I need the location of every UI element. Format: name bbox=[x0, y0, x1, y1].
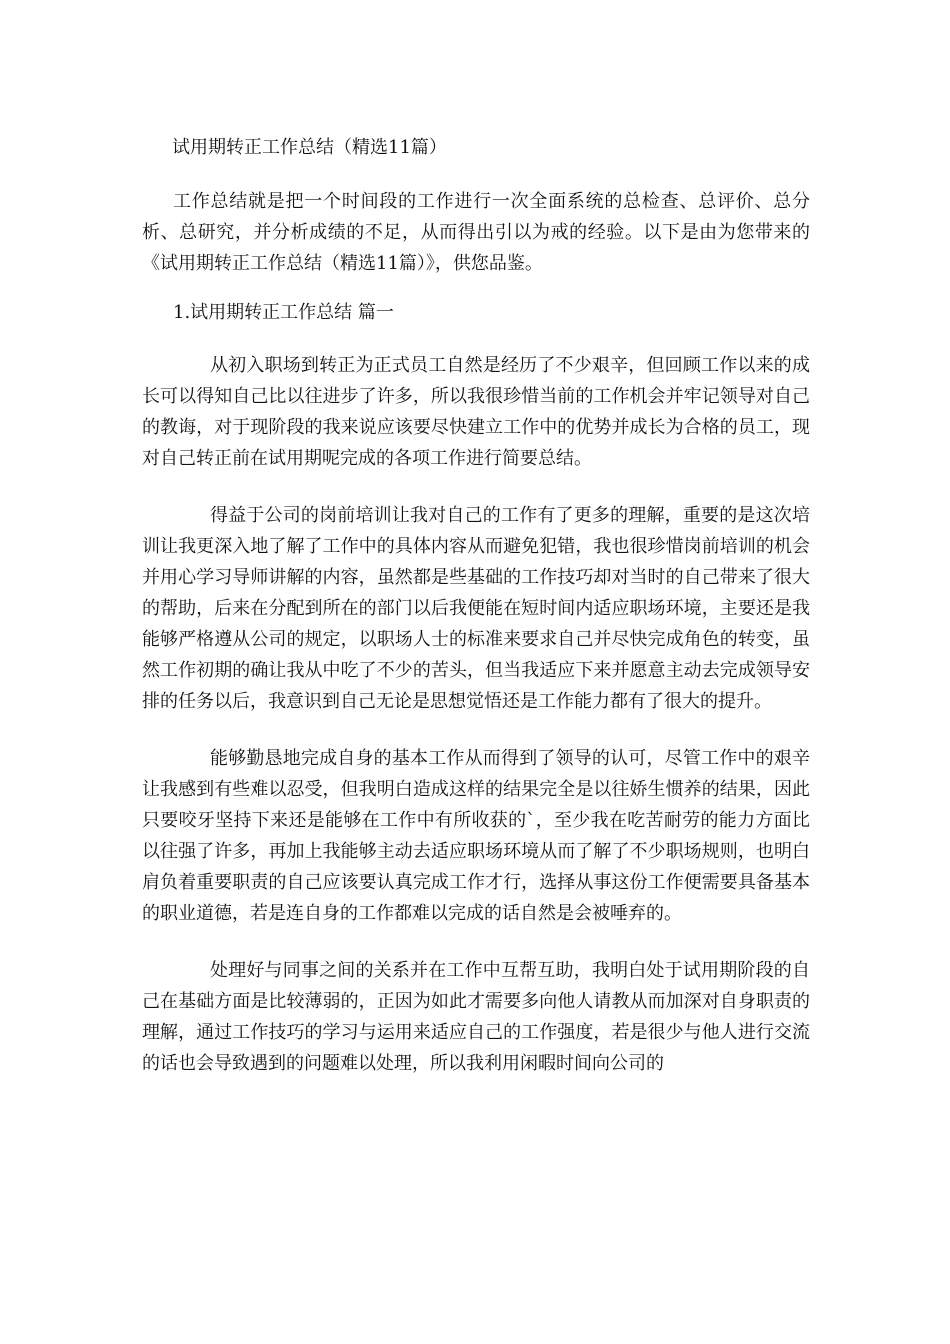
intro-paragraph: 工作总结就是把一个时间段的工作进行一次全面系统的总检查、总评价、总分析、总研究，并分析成绩的不足，从而得出引以为戒的经验。以下是由为您带来的《试用期转正工作总结（精选11篇）》，供您品鉴。 bbox=[142, 191, 810, 274]
document-title: 试用期转正工作总结（精选11篇） bbox=[172, 137, 447, 158]
body-paragraph-1: 从初入职场到转正为正式员工自然是经历了不少艰辛，但回顾工作以来的成长可以得知自己比以往进步了许多，所以我很珍惜当前的工作机会并牢记领导对自己的教诲，对于现阶段的我来说应该要尽快建立工作中的优势并成长为合格的员工，现对自己转正前在试用期呢完成的各项工作进行简要总结。 bbox=[142, 355, 810, 469]
document-body bbox=[142, 133, 810, 1079]
body-paragraph-2: 得益于公司的岗前培训让我对自己的工作有了更多的理解，重要的是这次培训让我更深入地了解了工作中的具体内容从而避免犯错，我也很珍惜岗前培训的机会并用心学习导师讲解的内容，虽然都是些基础的工作技巧却对当时的自己带来了很大的帮助，后来在分配到所在的部门以后我便能在短时间内适应职场环境，主要还是我能够严格遵从公司的规定，以职场人士的标准来要求自己并尽快完成角色的转变，虽然工作初期的确让我从中吃了不少的苦头，但当我适应下来并愿意主动去完成领导安排的任务以后，我意识到自己无论是思想觉悟还是工作能力都有了很大的提升。 bbox=[142, 505, 810, 712]
body-paragraph-3: 能够勤恳地完成自身的基本工作从而得到了领导的认可，尽管工作中的艰辛让我感到有些难以忍受，但我明白造成这样的结果完全是以往娇生惯养的结果，因此只要咬牙坚持下来还是能够在工作中有所收获的`，至少我在吃苦耐劳的能力方面比以往强了许多，再加上我能够主动去适应职场环境从而了解了不少职场规则，也明白肩负着重要职责的自己应该要认真完成工作才行，选择从事这份工作便需要具备基本的职业道德，若是连自身的工作都难以完成的话自然是会被唾弃的。 bbox=[142, 748, 810, 924]
body-paragraph-4: 处理好与同事之间的关系并在工作中互帮互助，我明白处于试用期阶段的自己在基础方面是比较薄弱的，正因为如此才需要多向他人请教从而加深对自身职责的理解，通过工作技巧的学习与运用来适应自己的工作强度，若是很少与他人进行交流的话也会导致遇到的问题难以处理，所以我利用闲暇时间向公司的 bbox=[142, 960, 810, 1074]
section-heading: 1.试用期转正工作总结 篇一 bbox=[173, 302, 394, 323]
